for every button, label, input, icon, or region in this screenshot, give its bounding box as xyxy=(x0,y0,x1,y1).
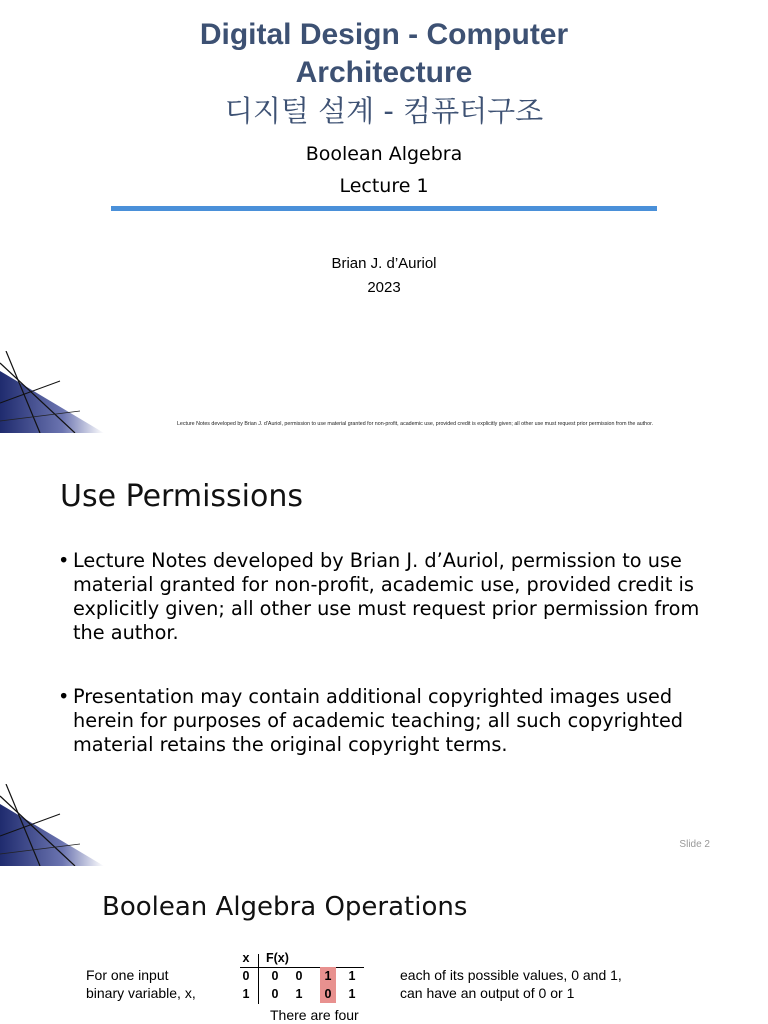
title-line-1: Digital Design - Computer xyxy=(199,18,569,51)
slide-heading: Use Permissions xyxy=(60,479,304,514)
slide-heading: Boolean Algebra Operations xyxy=(102,892,468,922)
title-korean: 디지털 설계 - 컴퓨터구조 xyxy=(224,94,544,128)
bullet-text: Lecture Notes developed by Brian J. d’Auriol, permission to use material granted for non-profit, academic use, provided credit is explicitly given; all other use must request prior permission from the author. xyxy=(73,549,700,644)
title-rule xyxy=(111,206,657,211)
author-name: Brian J. d’Auriol xyxy=(331,255,437,272)
caption-below-table: There are four xyxy=(270,1007,359,1023)
table-header-f: F(x) xyxy=(266,951,289,965)
slide-number: Slide 2 xyxy=(679,839,710,850)
table-cell-x: 1 xyxy=(242,987,250,1001)
bullet-dot: • xyxy=(58,685,70,708)
left-line-2: binary variable, x, xyxy=(86,985,196,1001)
bullet-text: Presentation may contain additional copyrighted images used herein for purposes of academic teaching; all such copyrighted material retains the original copyright terms. xyxy=(73,685,684,756)
title-line-2: Architecture xyxy=(295,56,473,89)
corner-graphic xyxy=(0,784,104,866)
right-line-2: can have an output of 0 or 1 xyxy=(400,985,575,1001)
year: 2023 xyxy=(367,279,401,296)
table-cell-f: 1 xyxy=(295,987,303,1001)
corner-graphic xyxy=(0,351,104,433)
table-divider xyxy=(258,954,259,1004)
title-block xyxy=(0,16,768,130)
bullet-item xyxy=(58,685,718,757)
table-cell-f-highlighted: 0 xyxy=(320,985,336,1003)
bullet-dot: • xyxy=(58,549,70,572)
table-cell-f: 1 xyxy=(348,987,356,1001)
bullet-list xyxy=(58,549,718,797)
table-cell-x: 0 xyxy=(242,969,250,983)
table-cell-f: 0 xyxy=(271,969,279,983)
table-cell-f-highlighted: 1 xyxy=(320,967,336,985)
table-cell-f: 0 xyxy=(295,969,303,983)
right-description xyxy=(400,966,622,1002)
permissions-slide xyxy=(0,433,768,866)
left-line-1: For one input xyxy=(86,967,169,983)
table-header-x: x xyxy=(242,951,250,965)
footer-note: Lecture Notes developed by Brian J. d’Auriol, permission to use material granted for non-profit, academic use, provided credit is explicitly given; all other use must request prior permission from the author. xyxy=(176,421,654,427)
bullet-item xyxy=(58,549,718,645)
left-description xyxy=(86,966,196,1002)
table-cell-f: 0 xyxy=(271,987,279,1001)
subtitle: Boolean Algebra xyxy=(305,143,463,165)
table-cell-f: 1 xyxy=(348,969,356,983)
title-slide xyxy=(0,0,768,433)
operations-slide xyxy=(0,866,768,1024)
lecture-number: Lecture 1 xyxy=(339,175,429,197)
right-line-1: each of its possible values, 0 and 1, xyxy=(400,967,622,983)
